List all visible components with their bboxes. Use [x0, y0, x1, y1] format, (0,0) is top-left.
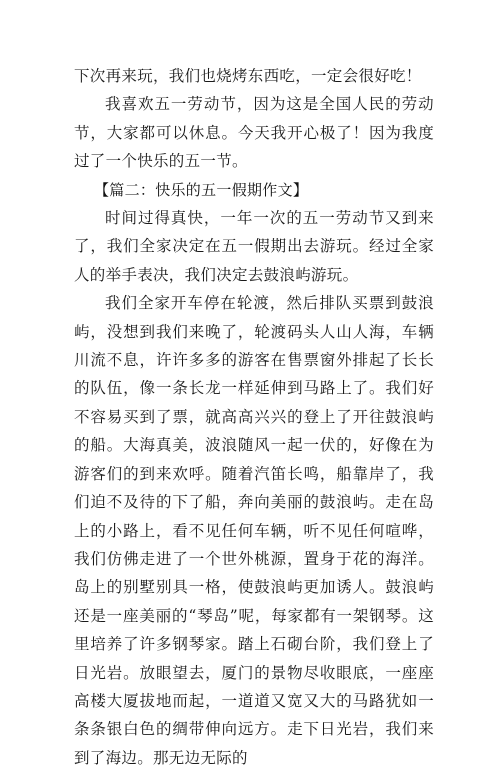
- paragraph-continuation: 下次再来玩，我们也烧烤东西吃，一定会很好吃！: [74, 67, 422, 85]
- paragraph-labor-day: 我喜欢五一劳动节，因为这是全国人民的劳动节，大家都可以休息。今天我开心极了！因为我度过了一个快乐的五一节。: [74, 95, 434, 171]
- section-heading: 【篇二：快乐的五一假期作文】: [94, 180, 309, 199]
- paragraph-trip: 我们全家开车停在轮渡，然后排队买票到鼓浪屿，没想到我们来晚了，轮渡码头人山人海，车辆川流不息，许许多多的游客在售票窗外排起了长长的队伍，像一条长龙一样延伸到马路上了。我们好不容易买到了票，就高高兴兴的登上了开往鼓浪屿的船。大海真美，波浪随风一起一伏的，好像在为游客们的到来欢呼。随着汽笛长鸣，船靠岸了，我们迫不及待的下了船，奔向美丽的鼓浪屿。走在岛上的小路上，看不见任何车辆，听不见任何喧哗，我们仿佛走进了一个世外桃源，置身于花的海洋。岛上的别墅别具一格，使鼓浪屿更加诱人。鼓浪屿还是一座美丽的“琴岛”呢，每家都有一架钢琴。这里培养了许多钢琴家。踏上石砌台阶，我们登上了日光岩。放眼望去，厦门的景物尽收眼底，一座座高楼大厦拔地而起，一道道又宽又大的马路犹如一条条银白色的绸带伸向远方。走下日光岩，我们来到了海边。那无边无际的: [74, 294, 434, 767]
- article-body: [74, 62, 434, 772]
- paragraph-intro: 时间过得真快，一年一次的五一劳动节又到来了，我们全家决定在五一假期出去游玩。经过全家人的举手表决，我们决定去鼓浪屿游玩。: [74, 209, 434, 284]
